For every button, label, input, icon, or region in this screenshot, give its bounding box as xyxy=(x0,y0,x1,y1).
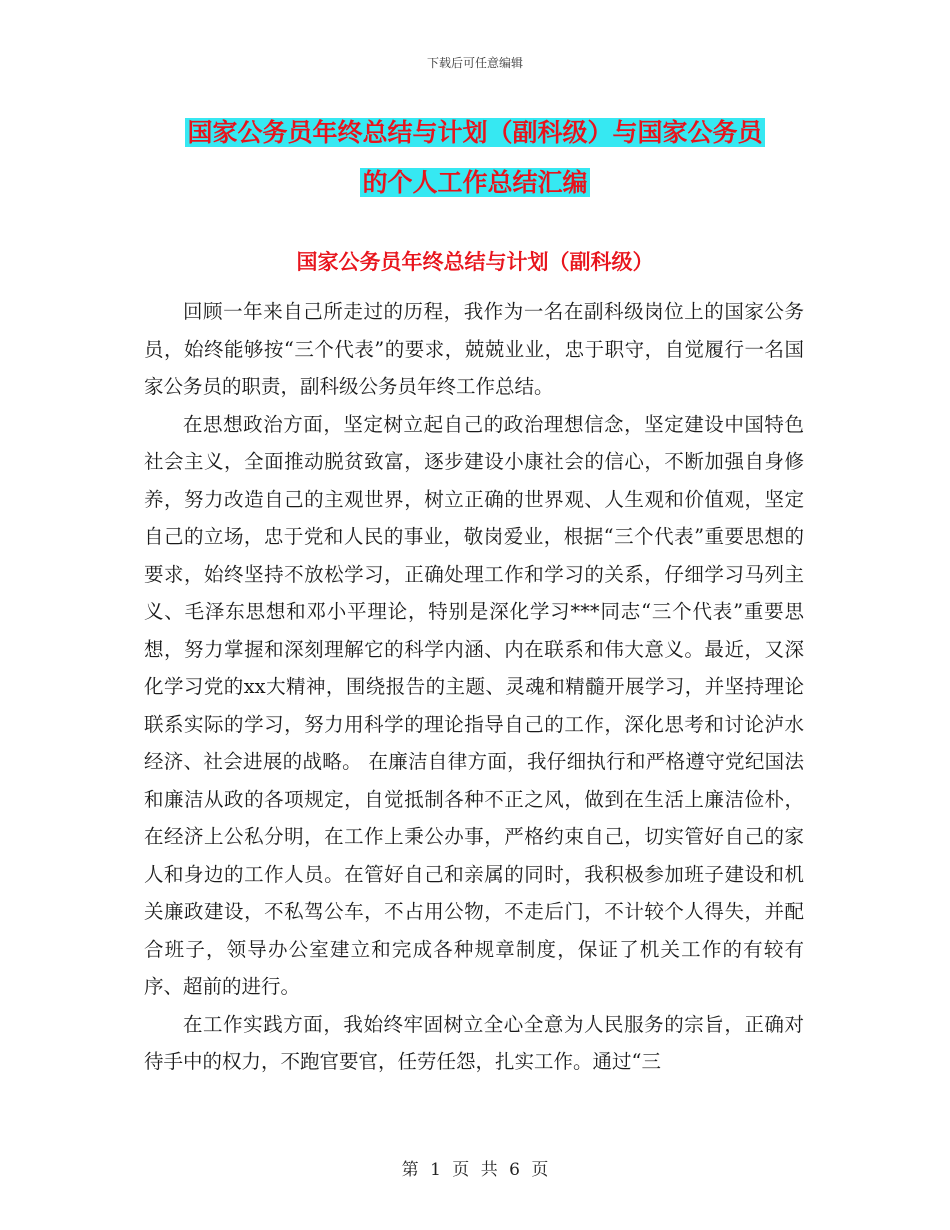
paragraph-work-practice: 在工作实践方面，我始终牢固树立全心全意为人民服务的宗旨，正确对待手中的权力，不跑官要官，任劳任怨，扎实工作。通过“三 xyxy=(144,1012,804,1073)
page-number-footer: 第 1 页 共 6 页 xyxy=(401,1160,549,1180)
document-title-line-2: 的个人工作总结汇编 xyxy=(362,168,588,197)
page-header-note: 下载后可任意编辑 xyxy=(426,56,523,70)
document-title-line-1: 国家公务员年终总结与计划（副科级）与国家公务员 xyxy=(187,118,763,147)
paragraph-review: 回顾一年来自己所走过的历程，我作为一名在副科级岗位上的国家公务员，始终能够按“三个代表”的要求，兢兢业业，忠于职守，自觉履行一名国家公务员的职责，副科级公务员年终工作总结。 xyxy=(144,300,804,398)
paragraph-political-thought: 在思想政治方面，坚定树立起自己的政治理想信念，坚定建设中国特色社会主义，全面推动脱贫致富，逐步建设小康社会的信心，不断加强自身修养，努力改造自己的主观世界，树立正确的世界观、人生观和价值观，坚定自己的立场，忠于党和人民的事业，敬岗爱业，根据“三个代表”重要思想的要求，始终坚持不放松学习，正确处理工作和学习的关系，仔细学习马列主义、毛泽东思想和邓小平理论，特别是深化学习***同志“三个代表”重要思想，努力掌握和深刻理解它的科学内涵、内在联系和伟大意义。最近，又深化学习党的xx大精神，围绕报告的主题、灵魂和精髓开展学习，并坚持理论联系实际的学习，努力用科学的理论指导自己的工作，深化思考和讨论泸水经济、社会进展的战略。 在廉洁自律方面，我仔细执行和严格遵守党纪国法和廉洁从政的各项规定，自觉抵制各种不正之风，做到在生活上廉洁俭朴，在经济上公私分明，在工作上秉公办事，严格约束自己，切实管好自己的家人和身边的工作人员。在管好自己和亲属的同时，我积极参加班子建设和机关廉政建设，不私驾公车，不占用公物，不走后门，不计较个人得失，并配合班子，领导办公室建立和完成各种规章制度，保证了机关工作的有较有序、超前的进行。 xyxy=(144,412,804,998)
document-body xyxy=(144,293,804,1081)
section-heading: 国家公务员年终总结与计划（副科级） xyxy=(296,250,654,274)
document-title xyxy=(0,108,950,208)
